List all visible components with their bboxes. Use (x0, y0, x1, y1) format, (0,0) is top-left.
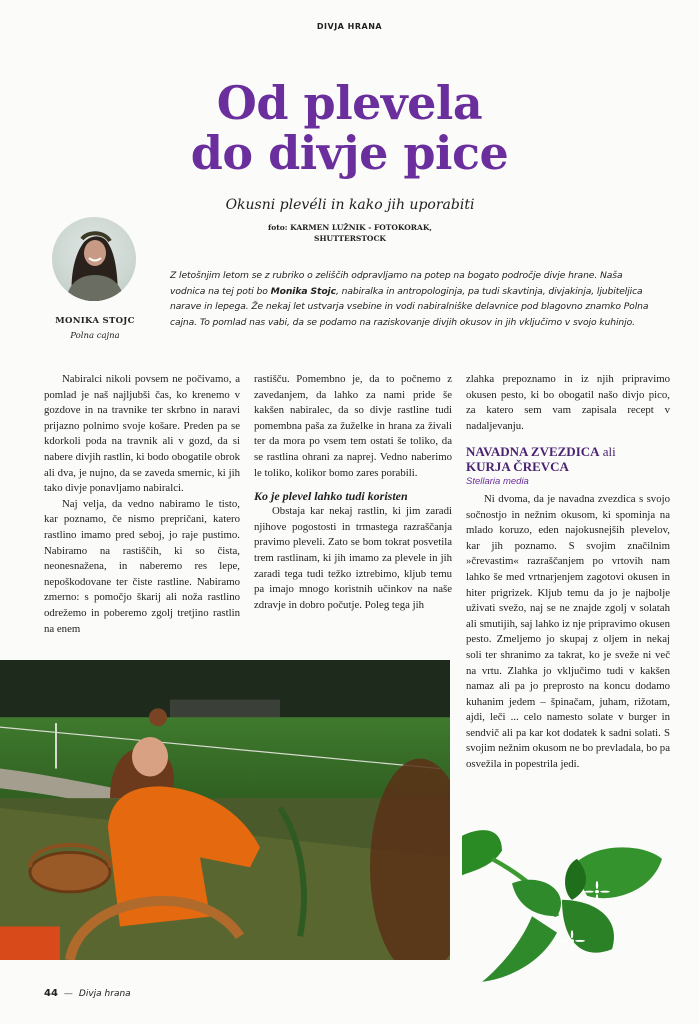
body-column-2 (254, 372, 452, 613)
paragraph: Nabiralci nikoli povsem ne počivamo, a pomlad je naš najljubši čas, ko krenemo v gozdove in na travnike ter skrbno in naravi prijazno polnimo svoje košare. Preden pa se kdorkoli poda na travnik ali v gozd, da si nabere divjih rastlin, ki bodo obogatile obrok ali dva, je nujno, da se zaveda smernic, ki jih tako divje ponavljamo nabiralci. (44, 373, 240, 495)
woman-foraging-image-icon (0, 660, 450, 960)
intro-text-2: , nabiralka in antropologinja, pa tudi skavtinja, divjakinja, ljubiteljica narave in lepega. Že nekaj let ustvarja vsebine in vodi nabiralniške delavnice pod blagovno znamko Polna cajna. To pomlad nas vabi, da se podamo na raziskovanje divjih okusov in jih vključimo v svojo kuhinjo. (170, 285, 649, 328)
footer-dash: — (63, 989, 73, 999)
intro-text-1: Z letošnjim letom se z rubriko o zeliščih odpravljamo na potep na bogato področje divje hrane. Naša vodnica na tej poti bo (170, 270, 623, 297)
paragraph: Obstaja kar nekaj rastlin, ki jim zaradi njihove pogostosti in trmastega razraščanja pravimo pleveli. Zato se bom tokrat posvetila trem rastlinam, ki jih imamo za plevele in jih zaradi tega tudi težko iztrebimo, kljub temu pa imajo mnogo koristnih učinkov na naše zdravje in dobro počutje. Poleg tega jih (254, 505, 452, 611)
article-title (0, 78, 699, 178)
paragraph: Ni dvoma, da je navadna zvezdica s svojo sočnostjo in nežnim okusom, ki spominja na mlado koruzo, eden najokusnejših plevelov, kar jih poznamo. S svojim značilnim »črevastim« razraščanjem po vrtovih nam lahko še med vrtnarjenjem zagotovi okusen in hiter prigrizek. Kljub temu da jo je najbolje uživati svežo, naj se ne znajde zgolj v solatah ali smutijih, saj lahko iz nje pripravimo okusen pesto. Zmeljemo jo skupaj z oljem in nekaj soli ter shranimo za takrat, ko je sveže ni več na vrtu. Zlahka jo vključimo tudi v kakšen namaz ali pa jo preprosto na koncu dodamo kuhanim jedem – špinačam, juham, rižotam, ajdi, leči ... celo namesto solate v burger in sendvič ali pa kar kot dodatek k sadni solati. S svojim nežnim okusom ne bo prevladala, bo pa osvežila in popestrila jedi. (466, 492, 670, 771)
article-subtitle: Okusni plevéli in kako jih uporabiti (225, 197, 475, 213)
paragraph: zlahka prepoznamo in iz njih pripravimo okusen pesto, ki bo obogatil našo divjo pico, za katero sem vam zapisala recept v nadaljevanju. (466, 373, 670, 432)
title-line-1: Od plevela (216, 76, 483, 130)
foraging-photo (0, 660, 450, 960)
paragraph: Naj velja, da vedno nabiramo le tisto, kar poznamo, če nismo prepričani, katero rastlino imamo pred seboj, jo raje pustimo. Nabiramo na rastiščih, ki so čista, neonesnažena, in naberemo res lepe, nepoškodovane ter čiste rastline. Nabiramo zmerno: s pomočjo škarij ali noža rastlino odrežemo in poberemo zgolj tretjino rastlin na enem (44, 497, 240, 635)
section-label: DIVJA HRANA (316, 22, 383, 31)
plant-name-1: NAVADNA ZVEZDICA (466, 444, 600, 460)
page-footer (44, 988, 131, 999)
body-column-3 (466, 372, 670, 773)
author-avatar (52, 217, 136, 301)
plant-name-2: KURJA ČREVCA (466, 459, 569, 475)
chickweed-photo (462, 826, 672, 986)
paragraph: rastišču. Pomembno je, da to počnemo z zavedanjem, da lahko za nami pride še kakšen nabiralec, da so divje rastline tudi pomembna paša za žuželke in hrana za živali ter da mora po vsem tem ostati še toliko, da se rastlina ohrani za naprej. Vedno naberimo le toliko, kolikor bomo zares porabili. (254, 373, 452, 479)
body-column-1 (44, 372, 240, 637)
plant-latin-name: Stellaria media (466, 476, 529, 488)
page-number: 44 (44, 988, 58, 999)
photo-credit (250, 222, 450, 244)
intro-author-name: Monika Stojc (270, 285, 336, 297)
plant-heading (466, 444, 670, 474)
author-name: MONIKA STOJC (55, 316, 135, 326)
credit-line-1: foto: KARMEN LUŽNIK - FOTOKORAK, (268, 223, 432, 232)
intro-paragraph (170, 268, 650, 330)
plant-name-or: ali (599, 444, 616, 460)
author-portrait-icon (52, 217, 136, 301)
section-subheading: Ko je plevel lahko tudi koristen (254, 489, 408, 504)
author-brand: Polna cajna (70, 331, 120, 341)
chickweed-plant-icon (462, 826, 672, 986)
magazine-section-name: Divja hrana (78, 989, 131, 999)
credit-line-2: SHUTTERSTOCK (314, 234, 386, 243)
title-line-2: do divje pice (190, 126, 509, 180)
